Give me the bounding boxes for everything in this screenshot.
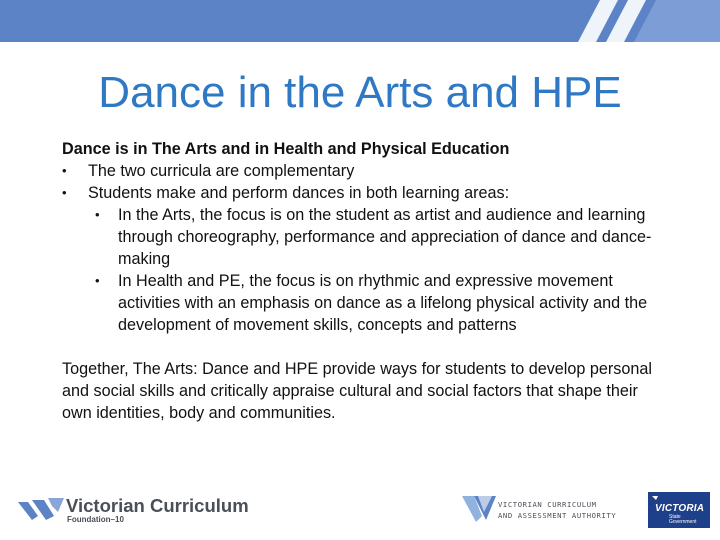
victorian-curriculum-logo-icon — [18, 492, 64, 522]
slide-heading: Dance is in The Arts and in Health and Physical Education — [62, 140, 510, 158]
bullet-list — [62, 160, 662, 336]
slide-body — [62, 138, 662, 440]
banner-stripes — [0, 0, 720, 42]
vcaa-text — [498, 499, 628, 521]
vcaa-logo-icon — [462, 494, 496, 524]
footer-brand: Victorian Curriculum — [66, 495, 249, 516]
bullet-item: • Students make and perform dances in both learning areas: — [62, 182, 662, 204]
summary-paragraph: Together, The Arts: Dance and HPE provide ways for students to develop personal and social skills and critically appraise cultural and social factors that shape their own identities, body and communities. — [62, 360, 652, 422]
slide-title: Dance in the Arts and HPE — [98, 68, 622, 117]
vcaa-line-1: VICTORIAN CURRICULUM — [498, 500, 597, 509]
victoria-state-line-2: Government — [669, 519, 697, 525]
vcaa-line-2: AND ASSESSMENT AUTHORITY — [498, 511, 617, 520]
top-banner — [0, 0, 720, 42]
sub-bullet-item: • In the Arts, the focus is on the student as artist and audience and learning through choreography, performance and appreciation of dance and dance-making — [62, 204, 662, 270]
victoria-state-label — [669, 515, 697, 525]
victoria-state-line-1: State — [669, 514, 681, 520]
footer-brand-sub: Foundation–10 — [67, 515, 124, 524]
sub-bullet-item: • In Health and PE, the focus is on rhythmic and expressive movement activities with an emphasis on dance as a lifelong physical activity and the development of movement skills, concepts and patterns — [62, 270, 662, 336]
bullet-item: • The two curricula are complementary — [62, 160, 662, 182]
victoria-wordmark: VICTORIA — [655, 503, 705, 514]
